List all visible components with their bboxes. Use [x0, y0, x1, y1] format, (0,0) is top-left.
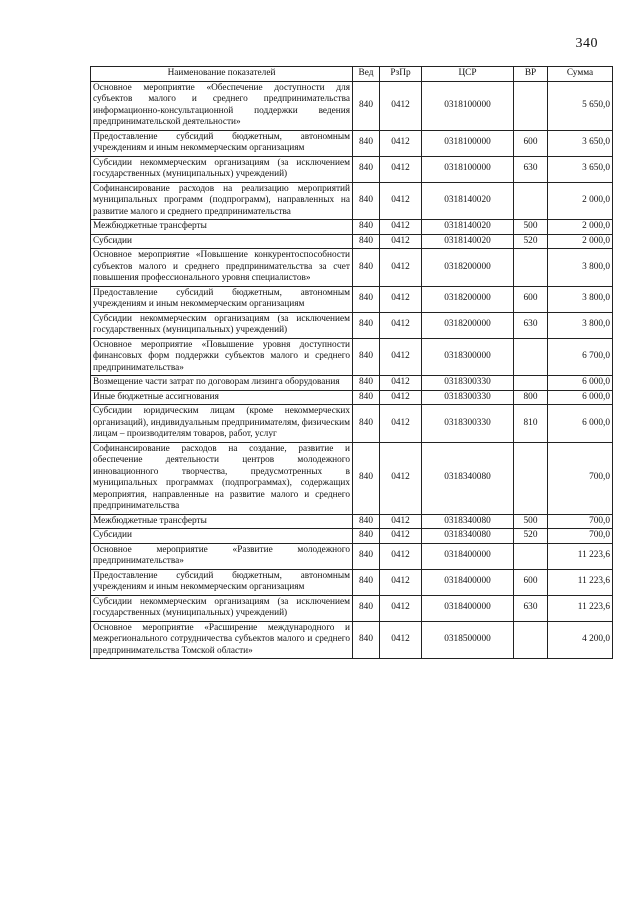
cell-vr: 520	[514, 234, 548, 249]
cell-sum: 3 650,0	[548, 130, 613, 156]
cell-ved: 840	[353, 338, 380, 376]
cell-csr: 0318140020	[422, 220, 514, 235]
cell-name: Возмещение части затрат по договорам лизинга оборудования	[91, 376, 353, 391]
cell-rzpr: 0412	[380, 543, 422, 569]
cell-ved: 840	[353, 156, 380, 182]
cell-csr: 0318100000	[422, 156, 514, 182]
header-vr: ВР	[514, 67, 548, 82]
cell-vr	[514, 338, 548, 376]
cell-ved: 840	[353, 312, 380, 338]
cell-csr: 0318200000	[422, 286, 514, 312]
cell-sum: 3 800,0	[548, 312, 613, 338]
table-row	[91, 338, 613, 376]
cell-sum: 2 000,0	[548, 220, 613, 235]
cell-name: Межбюджетные трансферты	[91, 514, 353, 529]
table-row	[91, 569, 613, 595]
cell-ved: 840	[353, 376, 380, 391]
cell-rzpr: 0412	[380, 220, 422, 235]
cell-name: Субсидии некоммерческим организациям (за исключением государственных (муниципальных) учреждений)	[91, 595, 353, 621]
table-row	[91, 220, 613, 235]
cell-sum: 6 000,0	[548, 376, 613, 391]
cell-ved: 840	[353, 543, 380, 569]
cell-name: Основное мероприятие «Повышение уровня доступности финансовых форм поддержки субъектов малого и среднего предпринимательства»	[91, 338, 353, 376]
cell-sum: 6 000,0	[548, 405, 613, 443]
cell-name: Предоставление субсидий бюджетным, автономным учреждениям и иным некоммерческим организациям	[91, 569, 353, 595]
table-row	[91, 81, 613, 130]
page-number: 340	[575, 36, 598, 51]
cell-sum: 11 223,6	[548, 595, 613, 621]
cell-name: Субсидии	[91, 529, 353, 544]
cell-csr: 0318100000	[422, 130, 514, 156]
cell-csr: 0318400000	[422, 569, 514, 595]
table-row	[91, 529, 613, 544]
cell-name: Межбюджетные трансферты	[91, 220, 353, 235]
cell-name: Иные бюджетные ассигнования	[91, 390, 353, 405]
cell-name: Софинансирование расходов на реализацию мероприятий муниципальных программ (подпрограмм), направленных на развитие малого и среднего предпринимательства	[91, 182, 353, 220]
cell-vr	[514, 442, 548, 514]
cell-rzpr: 0412	[380, 529, 422, 544]
cell-name: Субсидии некоммерческим организациям (за исключением государственных (муниципальных) учреждений)	[91, 156, 353, 182]
cell-sum: 5 650,0	[548, 81, 613, 130]
cell-sum: 3 800,0	[548, 286, 613, 312]
cell-name: Основное мероприятие «Обеспечение доступности для субъектов малого и среднего предпринимательства информационно-консультационной поддержки ведения предпринимательской деятельности»	[91, 81, 353, 130]
cell-rzpr: 0412	[380, 81, 422, 130]
table-row	[91, 234, 613, 249]
table-row	[91, 543, 613, 569]
cell-vr: 520	[514, 529, 548, 544]
header-sum: Сумма	[548, 67, 613, 82]
cell-rzpr: 0412	[380, 312, 422, 338]
cell-vr: 500	[514, 220, 548, 235]
cell-ved: 840	[353, 569, 380, 595]
cell-rzpr: 0412	[380, 442, 422, 514]
header-rzpr: РзПр	[380, 67, 422, 82]
cell-rzpr: 0412	[380, 130, 422, 156]
cell-sum: 11 223,6	[548, 543, 613, 569]
table-row	[91, 376, 613, 391]
cell-sum: 3 650,0	[548, 156, 613, 182]
cell-name: Предоставление субсидий бюджетным, автономным учреждениям и иным некоммерческим организациям	[91, 286, 353, 312]
cell-ved: 840	[353, 405, 380, 443]
cell-rzpr: 0412	[380, 338, 422, 376]
table-row	[91, 621, 613, 659]
table-row	[91, 595, 613, 621]
cell-csr: 0318200000	[422, 312, 514, 338]
cell-ved: 840	[353, 514, 380, 529]
table-row	[91, 286, 613, 312]
cell-vr: 600	[514, 286, 548, 312]
cell-rzpr: 0412	[380, 249, 422, 287]
cell-csr: 0318300330	[422, 376, 514, 391]
cell-sum: 700,0	[548, 514, 613, 529]
table-row	[91, 130, 613, 156]
cell-ved: 840	[353, 249, 380, 287]
cell-ved: 840	[353, 220, 380, 235]
cell-sum: 700,0	[548, 529, 613, 544]
cell-rzpr: 0412	[380, 286, 422, 312]
cell-rzpr: 0412	[380, 514, 422, 529]
cell-sum: 2 000,0	[548, 234, 613, 249]
cell-name: Основное мероприятие «Развитие молодежного предпринимательства»	[91, 543, 353, 569]
cell-sum: 2 000,0	[548, 182, 613, 220]
cell-csr: 0318140020	[422, 234, 514, 249]
cell-sum: 700,0	[548, 442, 613, 514]
cell-rzpr: 0412	[380, 182, 422, 220]
cell-rzpr: 0412	[380, 621, 422, 659]
cell-csr: 0318500000	[422, 621, 514, 659]
cell-name: Субсидии юридическим лицам (кроме некоммерческих организаций), индивидуальным предпринимателям, физическим лицам – производителям товаров, работ, услуг	[91, 405, 353, 443]
header-name: Наименование показателей	[91, 67, 353, 82]
cell-vr: 630	[514, 156, 548, 182]
table-row	[91, 405, 613, 443]
cell-name: Субсидии некоммерческим организациям (за исключением государственных (муниципальных) учреждений)	[91, 312, 353, 338]
cell-vr: 810	[514, 405, 548, 443]
cell-rzpr: 0412	[380, 234, 422, 249]
budget-table	[90, 66, 613, 659]
cell-csr: 0318140020	[422, 182, 514, 220]
cell-csr: 0318340080	[422, 529, 514, 544]
cell-ved: 840	[353, 182, 380, 220]
cell-csr: 0318400000	[422, 543, 514, 569]
table-header-row	[91, 67, 613, 82]
cell-rzpr: 0412	[380, 405, 422, 443]
cell-vr: 800	[514, 390, 548, 405]
header-csr: ЦСР	[422, 67, 514, 82]
cell-name: Субсидии	[91, 234, 353, 249]
cell-name: Предоставление субсидий бюджетным, автономным учреждениям и иным некоммерческим организациям	[91, 130, 353, 156]
table-row	[91, 390, 613, 405]
cell-rzpr: 0412	[380, 569, 422, 595]
cell-vr	[514, 621, 548, 659]
table-row	[91, 514, 613, 529]
cell-sum: 11 223,6	[548, 569, 613, 595]
cell-sum: 6 000,0	[548, 390, 613, 405]
cell-vr: 630	[514, 312, 548, 338]
table-row	[91, 442, 613, 514]
cell-rzpr: 0412	[380, 595, 422, 621]
cell-csr: 0318300000	[422, 338, 514, 376]
cell-ved: 840	[353, 234, 380, 249]
table-row	[91, 312, 613, 338]
cell-name: Основное мероприятие «Расширение международного и межрегионального сотрудничества субъектов малого и среднего предпринимательства Томской области»	[91, 621, 353, 659]
cell-ved: 840	[353, 390, 380, 405]
cell-vr	[514, 249, 548, 287]
cell-vr: 600	[514, 130, 548, 156]
cell-ved: 840	[353, 529, 380, 544]
cell-csr: 0318300330	[422, 405, 514, 443]
cell-ved: 840	[353, 595, 380, 621]
cell-sum: 4 200,0	[548, 621, 613, 659]
cell-name: Софинансирование расходов на создание, развитие и обеспечение деятельности центров молодежного инновационного творчества, предусмотренных в муниципальных программах (подпрограммах), содержащих мероприятия, направленные на развитие малого и среднего предпринимательства	[91, 442, 353, 514]
cell-vr	[514, 182, 548, 220]
cell-ved: 840	[353, 621, 380, 659]
table-row	[91, 182, 613, 220]
cell-sum: 3 800,0	[548, 249, 613, 287]
cell-ved: 840	[353, 442, 380, 514]
table-body	[91, 81, 613, 659]
cell-vr: 600	[514, 569, 548, 595]
cell-csr: 0318340080	[422, 514, 514, 529]
cell-csr: 0318100000	[422, 81, 514, 130]
cell-rzpr: 0412	[380, 376, 422, 391]
cell-vr	[514, 376, 548, 391]
cell-csr: 0318340080	[422, 442, 514, 514]
cell-ved: 840	[353, 130, 380, 156]
cell-rzpr: 0412	[380, 156, 422, 182]
cell-rzpr: 0412	[380, 390, 422, 405]
cell-vr	[514, 543, 548, 569]
cell-vr	[514, 81, 548, 130]
cell-ved: 840	[353, 81, 380, 130]
cell-csr: 0318300330	[422, 390, 514, 405]
cell-sum: 6 700,0	[548, 338, 613, 376]
cell-vr: 500	[514, 514, 548, 529]
header-ved: Вед	[353, 67, 380, 82]
cell-ved: 840	[353, 286, 380, 312]
cell-csr: 0318200000	[422, 249, 514, 287]
cell-vr: 630	[514, 595, 548, 621]
cell-csr: 0318400000	[422, 595, 514, 621]
cell-name: Основное мероприятие «Повышение конкурентоспособности субъектов малого и среднего предпринимательства за счет повышения профессионального уровня специалистов»	[91, 249, 353, 287]
table-row	[91, 156, 613, 182]
table-row	[91, 249, 613, 287]
